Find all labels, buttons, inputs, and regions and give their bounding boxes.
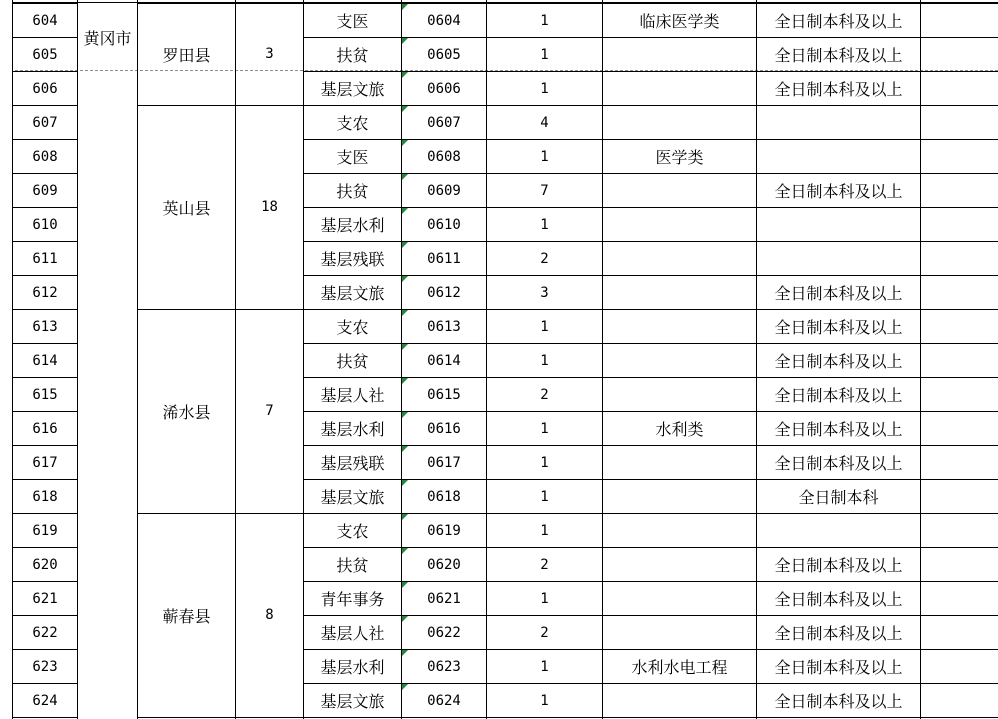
number-as-text-marker-icon	[402, 480, 408, 486]
education-cell[interactable]: 全日制本科及以上	[774, 12, 903, 31]
education-cell[interactable]: 全日制本科及以上	[774, 556, 903, 575]
number-as-text-marker-icon	[402, 378, 408, 384]
gridline	[921, 207, 998, 208]
education-cell[interactable]: 全日制本科及以上	[774, 692, 903, 711]
count-cell[interactable]: 1	[540, 148, 549, 165]
seq-cell[interactable]: 604	[32, 12, 58, 29]
education-cell[interactable]: 全日制本科及以上	[774, 454, 903, 473]
seq-cell[interactable]: 616	[32, 420, 58, 437]
gridline	[921, 581, 998, 582]
count-cell[interactable]: 1	[540, 692, 549, 709]
code-cell[interactable]: 0604	[427, 12, 461, 29]
post-cell[interactable]: 基层水利	[320, 658, 385, 677]
gridline	[921, 3, 998, 4]
count-cell[interactable]: 2	[540, 624, 549, 641]
gridline	[921, 683, 998, 684]
county-total-cell[interactable]: 7	[265, 403, 274, 419]
seq-cell[interactable]: 613	[32, 318, 58, 335]
code-cell[interactable]: 0617	[427, 454, 461, 471]
gridline	[921, 173, 998, 174]
number-as-text-marker-icon	[402, 548, 408, 554]
number-as-text-marker-icon	[402, 242, 408, 248]
count-cell[interactable]: 2	[540, 250, 549, 267]
gridline	[921, 343, 998, 344]
number-as-text-marker-icon	[402, 412, 408, 418]
seq-cell[interactable]: 614	[32, 352, 58, 369]
county-total-cell[interactable]: 18	[261, 199, 278, 215]
education-cell[interactable]: 全日制本科及以上	[774, 624, 903, 643]
gridline	[921, 275, 998, 276]
post-cell[interactable]: 支农	[336, 522, 369, 541]
number-as-text-marker-icon	[402, 276, 408, 282]
code-cell[interactable]: 0608	[427, 148, 461, 165]
education-cell[interactable]: 全日制本科及以上	[774, 284, 903, 303]
code-cell[interactable]: 0622	[427, 624, 461, 641]
cell-border	[137, 717, 998, 718]
gridline	[921, 139, 998, 140]
number-as-text-marker-icon	[402, 310, 408, 316]
seq-cell[interactable]: 622	[32, 624, 58, 641]
education-cell[interactable]: 全日制本科及以上	[774, 80, 903, 99]
seq-cell[interactable]: 608	[32, 148, 58, 165]
education-cell[interactable]: 全日制本科及以上	[774, 590, 903, 609]
cell-border	[12, 717, 78, 718]
code-cell[interactable]: 0613	[427, 318, 461, 335]
post-cell[interactable]: 基层文旅	[320, 692, 385, 711]
gridline	[921, 377, 998, 378]
gridline	[921, 513, 998, 514]
count-cell[interactable]: 1	[540, 590, 549, 607]
seq-cell[interactable]: 611	[32, 250, 58, 267]
seq-cell[interactable]: 612	[32, 284, 58, 301]
number-as-text-marker-icon	[402, 38, 408, 44]
post-cell[interactable]: 基层水利	[320, 216, 385, 235]
major-cell[interactable]: 水利水电工程	[631, 658, 728, 677]
post-cell[interactable]: 基层水利	[320, 420, 385, 439]
post-cell[interactable]: 扶贫	[336, 556, 369, 575]
seq-cell[interactable]: 610	[32, 216, 58, 233]
city-cell[interactable]: 黄冈市	[83, 28, 132, 48]
count-cell[interactable]: 1	[540, 488, 549, 505]
county-cell[interactable]: 蕲春县	[162, 606, 211, 626]
count-cell[interactable]: 2	[540, 556, 549, 573]
major-cell[interactable]: 临床医学类	[639, 12, 720, 31]
gridline	[921, 411, 998, 412]
code-cell[interactable]: 0605	[427, 46, 461, 63]
column-border	[77, 0, 78, 719]
code-cell[interactable]: 0614	[427, 352, 461, 369]
code-cell[interactable]: 0621	[427, 590, 461, 607]
gridline	[921, 479, 998, 480]
count-cell[interactable]: 1	[540, 46, 549, 63]
education-cell[interactable]: 全日制本科及以上	[774, 46, 903, 65]
number-as-text-marker-icon	[402, 446, 408, 452]
number-as-text-marker-icon	[402, 344, 408, 350]
gridline	[921, 649, 998, 650]
education-cell[interactable]: 全日制本科及以上	[774, 386, 903, 405]
count-cell[interactable]: 1	[540, 80, 549, 97]
count-cell[interactable]: 1	[540, 658, 549, 675]
post-cell[interactable]: 基层文旅	[320, 284, 385, 303]
code-cell[interactable]: 0612	[427, 284, 461, 301]
education-cell[interactable]: 全日制本科及以上	[774, 658, 903, 677]
gridline	[921, 37, 998, 38]
post-cell[interactable]: 支医	[336, 148, 369, 167]
education-cell[interactable]: 全日制本科及以上	[774, 182, 903, 201]
count-cell[interactable]: 1	[540, 216, 549, 233]
post-cell[interactable]: 基层人社	[320, 624, 385, 643]
gridline	[921, 71, 998, 72]
education-cell[interactable]: 全日制本科及以上	[774, 352, 903, 371]
column-border	[920, 0, 921, 719]
count-cell[interactable]: 1	[540, 12, 549, 29]
code-cell[interactable]: 0611	[427, 250, 461, 267]
gridline	[921, 615, 998, 616]
education-cell[interactable]: 全日制本科及以上	[774, 420, 903, 439]
count-cell[interactable]: 1	[540, 318, 549, 335]
county-cell[interactable]: 英山县	[162, 198, 211, 218]
gridline	[921, 241, 998, 242]
code-cell[interactable]: 0618	[427, 488, 461, 505]
education-cell[interactable]: 全日制本科及以上	[774, 318, 903, 337]
education-cell[interactable]: 全日制本科	[798, 488, 879, 507]
code-cell[interactable]: 0620	[427, 556, 461, 573]
gridline	[921, 547, 998, 548]
post-cell[interactable]: 基层人社	[320, 386, 385, 405]
seq-cell[interactable]: 621	[32, 590, 58, 607]
count-cell[interactable]: 7	[540, 182, 549, 199]
code-cell[interactable]: 0619	[427, 522, 461, 539]
seq-cell[interactable]: 618	[32, 488, 58, 505]
gridline	[0, 0, 12, 719]
post-cell[interactable]: 支农	[336, 318, 369, 337]
code-cell[interactable]: 0606	[427, 80, 461, 97]
seq-cell[interactable]: 607	[32, 114, 58, 131]
seq-cell[interactable]: 609	[32, 182, 58, 199]
seq-cell[interactable]: 605	[32, 46, 58, 63]
post-cell[interactable]: 扶贫	[336, 352, 369, 371]
count-cell[interactable]: 1	[540, 420, 549, 437]
number-as-text-marker-icon	[402, 208, 408, 214]
gridline	[921, 105, 998, 106]
seq-cell[interactable]: 615	[32, 386, 58, 403]
seq-cell[interactable]: 620	[32, 556, 58, 573]
number-as-text-marker-icon	[402, 514, 408, 520]
county-cell[interactable]: 罗田县	[162, 45, 211, 65]
gridline	[921, 445, 998, 446]
number-as-text-marker-icon	[402, 616, 408, 622]
post-cell[interactable]: 扶贫	[336, 182, 369, 201]
number-as-text-marker-icon	[402, 684, 408, 690]
number-as-text-marker-icon	[402, 174, 408, 180]
code-cell[interactable]: 0607	[427, 114, 461, 131]
post-cell[interactable]: 青年事务	[320, 590, 385, 609]
gridline	[921, 309, 998, 310]
code-cell[interactable]: 0616	[427, 420, 461, 437]
count-cell[interactable]: 1	[540, 454, 549, 471]
count-cell[interactable]: 1	[540, 352, 549, 369]
number-as-text-marker-icon	[402, 650, 408, 656]
major-cell[interactable]: 医学类	[655, 148, 704, 167]
count-cell[interactable]: 1	[540, 522, 549, 539]
column-border	[602, 0, 603, 719]
count-cell[interactable]: 2	[540, 386, 549, 403]
number-as-text-marker-icon	[402, 140, 408, 146]
post-cell[interactable]: 基层文旅	[320, 488, 385, 507]
code-cell[interactable]: 0610	[427, 216, 461, 233]
county-total-cell[interactable]: 3	[265, 46, 274, 62]
code-cell[interactable]: 0623	[427, 658, 461, 675]
number-as-text-marker-icon	[402, 4, 408, 10]
seq-cell[interactable]: 617	[32, 454, 58, 471]
seq-cell[interactable]: 606	[32, 80, 58, 97]
post-cell[interactable]: 基层残联	[320, 454, 385, 473]
seq-cell[interactable]: 624	[32, 692, 58, 709]
post-cell[interactable]: 扶贫	[336, 46, 369, 65]
seq-cell[interactable]: 623	[32, 658, 58, 675]
post-cell[interactable]: 基层残联	[320, 250, 385, 269]
post-cell[interactable]: 支农	[336, 114, 369, 133]
post-cell[interactable]: 基层文旅	[320, 80, 385, 99]
seq-cell[interactable]: 619	[32, 522, 58, 539]
number-as-text-marker-icon	[402, 72, 408, 78]
code-cell[interactable]: 0609	[427, 182, 461, 199]
county-cell[interactable]: 浠水县	[162, 402, 211, 422]
major-cell[interactable]: 水利类	[655, 420, 704, 439]
number-as-text-marker-icon	[402, 106, 408, 112]
count-cell[interactable]: 3	[540, 284, 549, 301]
post-cell[interactable]: 支医	[336, 12, 369, 31]
code-cell[interactable]: 0615	[427, 386, 461, 403]
number-as-text-marker-icon	[402, 582, 408, 588]
count-cell[interactable]: 4	[540, 114, 549, 131]
code-cell[interactable]: 0624	[427, 692, 461, 709]
county-total-cell[interactable]: 8	[265, 607, 274, 623]
